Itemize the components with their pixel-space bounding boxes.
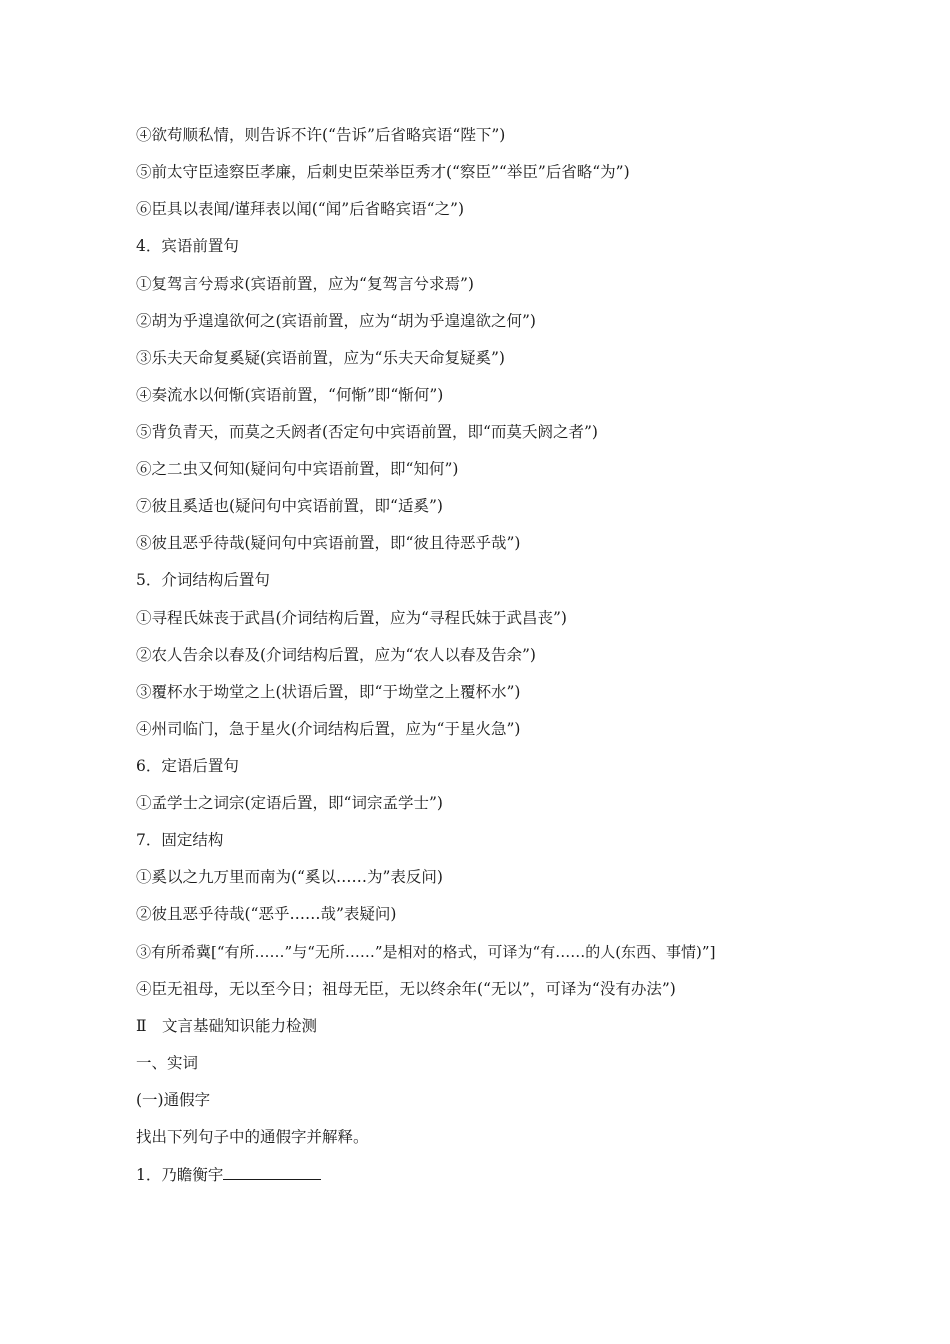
section-heading: 一、实词 [136, 1054, 199, 1072]
text-line: ④奏流水以何惭(宾语前置，“何惭”即“惭何”) [136, 386, 444, 404]
subsection-heading: (一)通假字 [136, 1091, 211, 1109]
text-line: ③有所希冀[“有所……”与“无所……”是相对的格式，可译为“有……的人(东西、事情)”] [136, 943, 716, 961]
text-line: ①奚以之九万里而南为(“奚以……为”表反问) [136, 868, 443, 886]
text-line: ②胡为乎遑遑欲何之(宾语前置，应为“胡为乎遑遑欲之何”) [136, 312, 536, 330]
text-line: ②彼且恶乎待哉(“恶乎……哉”表疑问) [136, 905, 397, 923]
question-line [136, 1164, 321, 1185]
part-heading: Ⅱ 文言基础知识能力检测 [136, 1017, 318, 1035]
text-line: ①寻程氏妹丧于武昌(介词结构后置，应为“寻程氏妹于武昌丧”) [136, 609, 567, 627]
text-line: ④臣无祖母，无以至今日；祖母无臣，无以终余年(“无以”，可译为“没有办法”) [136, 980, 676, 998]
question-text: 1．乃瞻衡宇 [136, 1166, 224, 1184]
section-heading: 4．宾语前置句 [136, 237, 239, 255]
text-line: ⑥之二虫又何知(疑问句中宾语前置，即“知何”) [136, 460, 459, 478]
text-line: ①孟学士之词宗(定语后置，即“词宗孟学士”) [136, 794, 443, 812]
text-line: ⑧彼且恶乎待哉(疑问句中宾语前置，即“彼且待恶乎哉”) [136, 534, 521, 552]
text-line: ①复驾言兮焉求(宾语前置，应为“复驾言兮求焉”) [136, 275, 474, 293]
section-heading: 7．固定结构 [136, 831, 224, 849]
section-heading: 6．定语后置句 [136, 757, 239, 775]
text-line: ⑤前太守臣逵察臣孝廉，后刺史臣荣举臣秀才(“察臣”“举臣”后省略“为”) [136, 163, 630, 181]
text-line: ⑤背负青天，而莫之夭阏者(否定句中宾语前置，即“而莫夭阏之者”) [136, 423, 598, 441]
text-line: ③覆杯水于坳堂之上(状语后置，即“于坳堂之上覆杯水”) [136, 683, 521, 701]
answer-blank[interactable] [223, 1164, 321, 1180]
text-line: ④州司临门，急于星火(介词结构后置，应为“于星火急”) [136, 720, 521, 738]
text-line: ②农人告余以春及(介词结构后置，应为“农人以春及告余”) [136, 646, 536, 664]
text-line: ④欲苟顺私情，则告诉不许(“告诉”后省略宾语“陛下”) [136, 126, 506, 144]
section-heading: 5．介词结构后置句 [136, 571, 270, 589]
instruction-text: 找出下列句子中的通假字并解释。 [136, 1128, 369, 1146]
text-line: ⑦彼且奚适也(疑问句中宾语前置，即“适奚”) [136, 497, 443, 515]
text-line: ⑥臣具以表闻/谨拜表以闻(“闻”后省略宾语“之”) [136, 200, 465, 218]
text-line: ③乐夫天命复奚疑(宾语前置，应为“乐夫天命复疑奚”) [136, 349, 505, 367]
